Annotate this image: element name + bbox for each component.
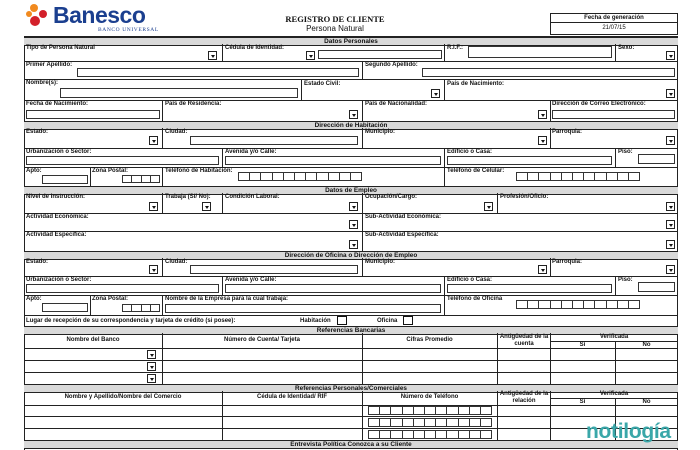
nombres-label: Nombre(s): [26,80,59,86]
emp-subactividad-eco-dropdown[interactable] [666,220,675,229]
rp-telefono-input-2[interactable] [368,418,492,427]
lugar-recepcion-label: Lugar de recepción de su correspondencia y tarjeta de crédito (si posee): [26,318,236,324]
estado-civil-label: Estado Civil: [304,81,341,87]
opt-habitacion-label: Habitación [300,318,331,324]
emp-trabaja-label: Trabaja (Sí/ No): [165,194,211,200]
ofi-urbanizacion-label: Urbanización o Sector: [26,277,92,283]
rb-col-verificada: Verificada [599,334,629,340]
fecha-label: Fecha de generación [551,14,677,23]
brand-subtitle: BANCO UNIVERSAL [98,27,159,33]
ofi-estado-label: Estado: [26,259,49,265]
emp-actividad-esp-label: Actividad Específica: [26,232,87,238]
brand-name: Banesco [53,2,146,28]
cedula-input[interactable] [318,50,442,59]
rp-col-verificada: Verificada [599,391,629,397]
cedula-type-dropdown[interactable] [306,51,315,60]
fecha-nacimiento-label: Fecha de Nacimiento: [26,101,89,107]
primer-apellido-label: Primer Apellido: [26,62,73,68]
ofi-urbanizacion-input[interactable] [26,284,219,293]
rb-col-si: Sí [579,342,586,348]
ofi-apto-label: Apto: [26,296,42,302]
rp-col-cedula: Cédula de Identidad/ RIF [256,394,327,400]
hab-municipio-dropdown[interactable] [538,136,547,145]
emp-ocupacion-label: Ocupación/Cargo: [365,194,418,200]
tipo-persona-label: Tipo de Persona Natural [26,45,95,51]
hab-estado-dropdown[interactable] [149,136,158,145]
ofi-apto-input[interactable] [42,303,88,312]
fecha-nacimiento-input[interactable] [26,110,160,119]
hab-ciudad-input[interactable] [190,136,358,145]
hab-parroquia-dropdown[interactable] [666,136,675,145]
rb-col-cuenta: Número de Cuenta/ Tarjeta [224,337,300,343]
ofi-piso-input[interactable] [638,282,675,292]
ofi-zona-postal-label: Zona Postal: [92,296,129,302]
section-direccion-oficina: Dirección de Oficina o Dirección de Empleo [24,251,678,260]
emp-profesion-label: Profesión/Oficio: [500,194,549,200]
hab-ciudad-label: Ciudad: [165,129,188,135]
hab-estado-label: Estado: [26,129,49,135]
ofi-telefono-input[interactable] [516,300,640,309]
ofi-estado-dropdown[interactable] [149,265,158,274]
form-title: REGISTRO DE CLIENTE [285,14,385,24]
emp-ocupacion-dropdown[interactable] [484,202,493,211]
section-datos-personales: Datos Personales [24,37,678,46]
ofi-avenida-input[interactable] [225,284,441,293]
rp-col-antiguedad: Antigüedad de la relación [499,391,549,404]
ofi-ciudad-label: Ciudad: [165,259,188,265]
ofi-municipio-label: Municipio: [365,259,395,265]
rb-banco-dropdown-1[interactable] [147,350,156,359]
hab-zona-postal-input[interactable] [122,175,160,183]
rb-banco-dropdown-2[interactable] [147,362,156,371]
notilogia-watermark: notilogía [586,420,671,443]
emp-nivel-dropdown[interactable] [149,202,158,211]
banesco-logo-icon [24,2,52,30]
rb-banco-dropdown-3[interactable] [147,374,156,383]
pais-residencia-dropdown[interactable] [349,110,358,119]
hab-telefono-label: Teléfono de Habitación: [165,168,233,174]
emp-actividad-esp-dropdown[interactable] [349,240,358,249]
emp-actividad-eco-dropdown[interactable] [349,220,358,229]
estado-civil-dropdown[interactable] [431,89,440,98]
fecha-box [550,13,678,35]
pais-nacimiento-dropdown[interactable] [666,89,675,98]
pais-nacionalidad-label: País de Nacionalidad: [365,101,428,107]
hab-urbanizacion-input[interactable] [26,156,219,165]
cedula-label: Cédula de Identidad: [225,45,285,51]
correo-input[interactable] [552,110,675,119]
ofi-piso-label: Piso: [618,277,633,283]
section-entrevista: Entrevista Política Conozca a su Cliente [24,440,678,449]
ofi-empresa-input[interactable] [165,304,441,313]
nombres-input[interactable] [60,88,298,98]
section-direccion-habitacion: Dirección de Habitación [24,121,678,130]
hab-piso-input[interactable] [638,154,675,164]
ofi-edificio-input[interactable] [447,284,612,293]
fecha-value: 21/07/15 [602,25,626,31]
sexo-label: Sexo: [618,45,635,51]
hab-edificio-label: Edificio o Casa: [447,149,493,155]
emp-actividad-eco-label: Actividad Económica: [26,214,89,220]
hab-apto-label: Apto: [26,168,42,174]
opt-oficina-label: Oficina [377,318,398,324]
hab-avenida-input[interactable] [225,156,441,165]
emp-profesion-dropdown[interactable] [666,202,675,211]
ofi-empresa-label: Nombre de la Empresa para la cual trabaja: [165,296,289,302]
hab-piso-label: Piso: [618,149,633,155]
hab-avenida-label: Avenida y/o Calle: [225,149,277,155]
pais-residencia-label: País de Residencia: [165,101,222,107]
ofi-parroquia-label: Parroquia: [552,259,583,265]
hab-municipio-label: Municipio: [365,129,395,135]
rif-input[interactable] [468,46,612,58]
rb-col-no: No [642,342,651,348]
ofi-parroquia-dropdown[interactable] [666,265,675,274]
emp-subactividad-eco-label: Sub-Actividad Económica: [365,214,442,220]
hab-telefono-input[interactable] [238,172,362,181]
section-referencias-personales: Referencias Personales/Comerciales [24,384,678,393]
section-datos-empleo: Datos de Empleo [24,186,678,195]
ofi-municipio-dropdown[interactable] [538,265,547,274]
hab-parroquia-label: Parroquia: [552,129,583,135]
ofi-ciudad-input[interactable] [190,265,358,274]
pais-nacionalidad-dropdown[interactable] [538,110,547,119]
rp-col-si: Sí [579,399,586,405]
hab-urbanizacion-label: Urbanización o Sector: [26,149,92,155]
emp-nivel-label: Nivel de Instrucción: [26,194,86,200]
rp-col-telefono: Número de Teléfono [400,394,459,400]
tipo-persona-dropdown[interactable] [208,51,217,60]
rp-telefono-input-3[interactable] [368,430,492,439]
ofi-avenida-label: Avenida y/o Calle: [225,277,277,283]
rp-col-no: No [642,399,651,405]
emp-condicion-dropdown[interactable] [349,202,358,211]
emp-trabaja-dropdown[interactable] [202,202,211,211]
hab-zona-postal-label: Zona Postal: [92,168,129,174]
rp-telefono-input-1[interactable] [368,406,492,415]
rb-col-cifras: Cifras Promedio [406,337,453,343]
banesco-logo [24,2,174,36]
opt-habitacion-checkbox[interactable] [337,316,347,325]
primer-apellido-input[interactable] [77,68,359,77]
rif-label: R.I.F.: [447,45,463,51]
correo-label: Dirección de Correo Electrónico: [552,101,646,107]
segundo-apellido-label: Segundo Apellido: [365,62,418,68]
opt-oficina-checkbox[interactable] [403,316,413,325]
rb-col-antiguedad: Antigüedad de la cuenta [499,334,549,347]
segundo-apellido-input[interactable] [422,68,675,77]
pais-nacimiento-label: País de Nacimiento: [447,81,505,87]
hab-celular-label: Teléfono de Celular: [447,168,505,174]
form-subtitle: Persona Natural [306,24,364,33]
hab-apto-input[interactable] [42,175,88,184]
rb-col-banco: Nombre del Banco [66,337,120,343]
rp-col-nombre: Nombre y Apellido/Nombre del Comercio [64,394,182,400]
hab-celular-input[interactable] [516,172,640,181]
emp-subactividad-esp-label: Sub-Actividad Específica: [365,232,439,238]
hab-edificio-input[interactable] [447,156,612,165]
emp-condicion-label: Condición Laboral: [225,194,280,200]
emp-subactividad-esp-dropdown[interactable] [666,240,675,249]
ofi-edificio-label: Edificio o Casa: [447,277,493,283]
ofi-zona-postal-input[interactable] [122,304,160,312]
section-referencias-bancarias: Referencias Bancarias [24,326,678,335]
sexo-dropdown[interactable] [666,51,675,60]
ofi-telefono-label: Teléfono de Oficina [447,296,503,302]
